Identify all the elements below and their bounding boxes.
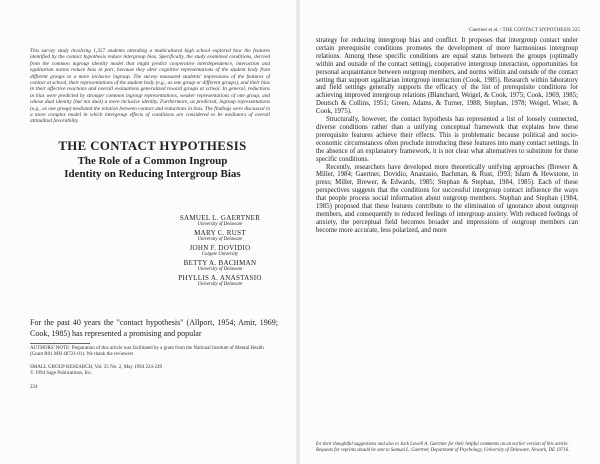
journal-line-2: © 1994 Sage Publications, Inc. — [30, 371, 93, 377]
authors-note: AUTHORS' NOTE: Preparation of this article was facilitated by a grant from the National Institute of Mental Health (Grant R01 MH 48721-01). We thank the reviewers — [30, 346, 264, 358]
author-affiliation: University of Delaware — [197, 282, 243, 288]
footnote-continued: for their thoughtful suggestions and also to Jack Lowell A. Gaertner for their helpful comments on an earlier version of this article. Requests for reprints should be sent to Samuel L. Gaertner, Department of Psychology, University of Delaware, Newark, DE 19716. — [316, 442, 570, 453]
author-affiliation: University of Delaware — [197, 222, 243, 228]
article-subtitle — [30, 155, 275, 180]
body-paragraph: Recently, researchers have developed more theoretically unifying approaches (Brewer & Miller, 1984; Gaertner, Dovidio, Anastasio, Bachman, & Rust, 1993; Islam & Hewstone, in press; Miller, Brewer, & Edwards, 1985; Stephan & Stephan, 1984, 1985). Each of these perspectives suggests that the conditions for successful intergroup contact influence the ways that people process social information about outgroup members. Stephan and Stephan (1984, 1985) proposed that these features contribute to the elimination of ignorance about outgroup members, and consequently to reduced feelings of intergroup anxiety. With reduced feelings of anxiety, the perceptual field becomes broader and impressions of outgroup members can become more accurate, less polarized, and more — [316, 163, 578, 234]
journal-citation — [30, 365, 230, 377]
body-paragraph: strategy for reducing intergroup bias and conflict. It proposes that intergroup contact under certain prerequisite conditions promotes the development of more harmonious intergroup relations. Among these specific conditions are equal status between the groups (optimally within and outside of the contact setting), cooperative intergroup interaction, opportunities for personal acquaintance between outgroup members, and norms within and outside of the contact setting that support egalitarian intergroup interaction (Cook, 1985). Research within laboratory and field settings generally supports the efficacy of the list of prerequisite conditions for achieving improved intergroup relations (Blanchard, Weigel, & Cook, 1975; Cook, 1969, 1985; Deutsch & Collins, 1951; Green, Adams, & Turner, 1988; Stephan, 1978; Weigel, Wiser, & Cook, 1975). — [316, 37, 578, 116]
subtitle-line-2: Identity on Reducing Intergroup Bias — [64, 167, 241, 180]
author-affiliation: Colgate University — [201, 252, 239, 258]
page-number-left: 224 — [30, 385, 38, 390]
author-name: JOHN F. DOVIDIO — [189, 244, 251, 252]
author-name: SAMUEL L. GAERTNER — [179, 214, 261, 222]
abstract: This survey study involving 1,357 students attending a multicultural high school explored how the features identified by the contact hypothesis reduce intergroup bias. Specifically, the study examined conditions, derived from the common ingroup identity model that might predict cooperative interdependence, interaction and egalitarian norms reduce bias in part, because they alter cognitive representations of the student body from different groups to a more inclusive ingroup. The survey measured students' impressions of the features of contact at school, their representations of the student body (e.g., as one group or different groups), and their bias in their affective reactions and overall evaluations generalized toward groups at school. In general, reductions in bias were predicted by stronger common ingroup representations, weaker representations of one group, and whose dual identity (but not dual) a more inclusive identity. Furthermore, as predicted, ingroup representations (e.g., as one group) mediated the relation between contact and reductions in bias. The findings were discussed in a more complex model in which intergroup effects of conditions are considered to be mediators of overall attitudinal favorability. — [30, 48, 270, 125]
author-name: PHYLLIS A. ANASTASIO — [178, 274, 262, 282]
subtitle-line-1: The Role of a Common Ingroup — [77, 155, 228, 167]
article-title: THE CONTACT HYPOTHESIS — [58, 139, 247, 153]
author-affiliation: University of Delaware — [197, 237, 243, 243]
body-text-column — [316, 37, 578, 235]
journal-line-1: SMALL GROUP RESEARCH, Vol. 25 No. 2, May 1994 224-249 — [30, 365, 163, 370]
author-list — [160, 214, 280, 289]
running-head: Gaertner et al. / THE CONTACT HYPOTHESIS 225 — [469, 27, 580, 33]
footnote-rule — [30, 343, 90, 344]
author-name: BETTY A. BACHMAN — [183, 259, 257, 267]
intro-paragraph: For the past 40 years the "contact hypothesis" (Allport, 1954; Amir, 1969; Cook, 1985) has represented a promising and popular — [30, 318, 278, 338]
author-affiliation: University of Delaware — [197, 267, 243, 273]
body-paragraph: Structurally, however, the contact hypothesis has represented a list of loosely connected, diverse conditions rather than a unifying conceptual framework that explains how these prerequisite features achieve their effects. This is problematic because political and socio-economic circumstances often preclude introducing these features into many contact settings. In the absence of an explanatory framework, it is not clear what alternatives to substitute for these specific conditions. — [316, 116, 578, 163]
author-name: MARY C. RUST — [194, 229, 246, 237]
